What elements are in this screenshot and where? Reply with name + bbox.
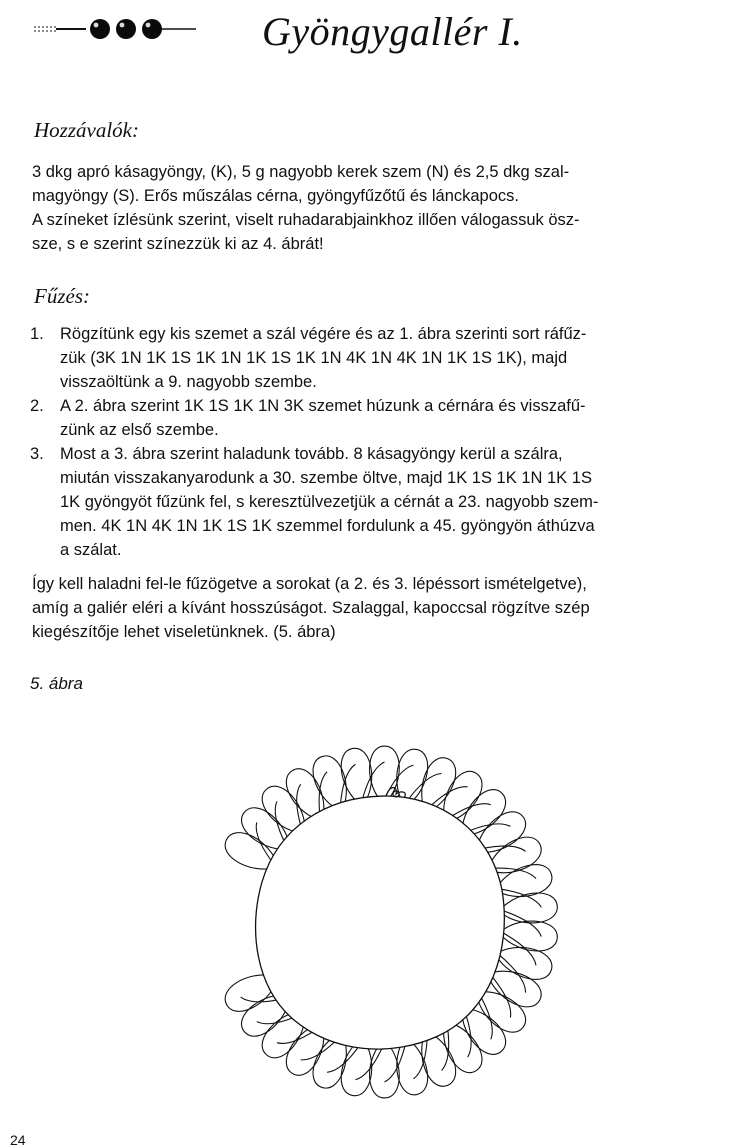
ingredients-line: magyöngy (S). Erős műszálas cérna, gyöngyfűzőtű és lánckapocs. bbox=[32, 187, 519, 205]
threading-steps bbox=[30, 322, 736, 562]
ingredients-paragraph bbox=[32, 160, 732, 256]
step-line: visszaöltünk a 9. nagyobb szembe. bbox=[60, 373, 317, 391]
ingredients-heading: Hozzávalók: bbox=[34, 118, 139, 142]
page-title: Gyöngygallér I. bbox=[262, 9, 523, 54]
step-line: zük (3K 1N 1K 1S 1K 1N 1K 1S 1K 1N 4K 1N 4K 1N 1K 1S 1K), majd bbox=[60, 349, 568, 367]
closing-paragraph bbox=[32, 572, 732, 644]
threading-heading: Fűzés: bbox=[34, 284, 90, 308]
step-line: Most a 3. ábra szerint haladunk tovább. 8 kásagyöngy kerül a szálra, bbox=[60, 445, 563, 463]
step-line: 1K gyöngyöt fűzünk fel, s keresztülvezetjük a cérnát a 23. nagyobb szem- bbox=[60, 493, 599, 511]
step-line: A 2. ábra szerint 1K 1S 1K 1N 3K szemet húzunk a cérnára és visszafű- bbox=[60, 397, 586, 415]
collar-strand bbox=[480, 995, 492, 1039]
closing-line: amíg a galiér eléri a kívánt hosszúságot. Szalaggal, kapoccsal rögzítve szép bbox=[32, 599, 590, 617]
collar-loop bbox=[490, 971, 542, 1007]
step-number: 3. bbox=[30, 445, 44, 463]
step-line: a szálat. bbox=[60, 541, 122, 559]
collar-loop bbox=[397, 1041, 428, 1095]
beaded-collar-illustration bbox=[190, 700, 570, 1110]
collar-loop bbox=[370, 746, 400, 800]
bead-string-ornament-icon bbox=[34, 14, 204, 44]
step-line: zünk az első szembe. bbox=[60, 421, 219, 439]
ingredients-line: A színeket ízlésünk szerint, viselt ruhadarabjainkhoz illően válogassuk ösz- bbox=[32, 211, 580, 229]
collar-loop bbox=[498, 947, 552, 979]
step-item bbox=[30, 322, 736, 394]
step-line: Rögzítünk egy kis szemet a szál végére és az 1. ábra szerinti sort ráfűz- bbox=[60, 325, 587, 343]
collar-loop bbox=[498, 865, 552, 897]
figure-caption: 5. ábra bbox=[30, 674, 83, 693]
collar-strand bbox=[503, 911, 541, 937]
step-item bbox=[30, 442, 736, 562]
collar-loop bbox=[490, 837, 542, 873]
step-number: 1. bbox=[30, 325, 44, 343]
inner-neckline bbox=[256, 796, 505, 1049]
step-line: men. 4K 1N 4K 1N 1K 1S 1K szemmel fordulunk a 45. gyöngyön áthúzva bbox=[60, 517, 595, 535]
closing-line: kiegészítője lehet viseletünknek. (5. ábra) bbox=[32, 623, 336, 641]
collar-strand bbox=[491, 976, 510, 1018]
ingredients-line: sze, s e szerint színezzük ki az 4. ábrát! bbox=[32, 235, 324, 253]
step-item bbox=[30, 394, 736, 442]
collar-loop bbox=[477, 992, 525, 1033]
closing-line: Így kell haladni fel-le fűzögetve a sorokat (a 2. és 3. lépéssort ismételgetve), bbox=[32, 575, 587, 593]
step-line: miután visszakanyarodunk a 30. szembe öltve, majd 1K 1S 1K 1N 1K 1S bbox=[60, 469, 592, 487]
ingredients-line: 3 dkg apró kásagyöngy, (K), 5 g nagyobb kerek szem (N) és 2,5 dkg szal- bbox=[32, 163, 570, 181]
collar-loop bbox=[503, 921, 557, 951]
collar-strand bbox=[499, 955, 525, 993]
page-number: 24 bbox=[10, 1132, 26, 1148]
step-number: 2. bbox=[30, 397, 44, 415]
